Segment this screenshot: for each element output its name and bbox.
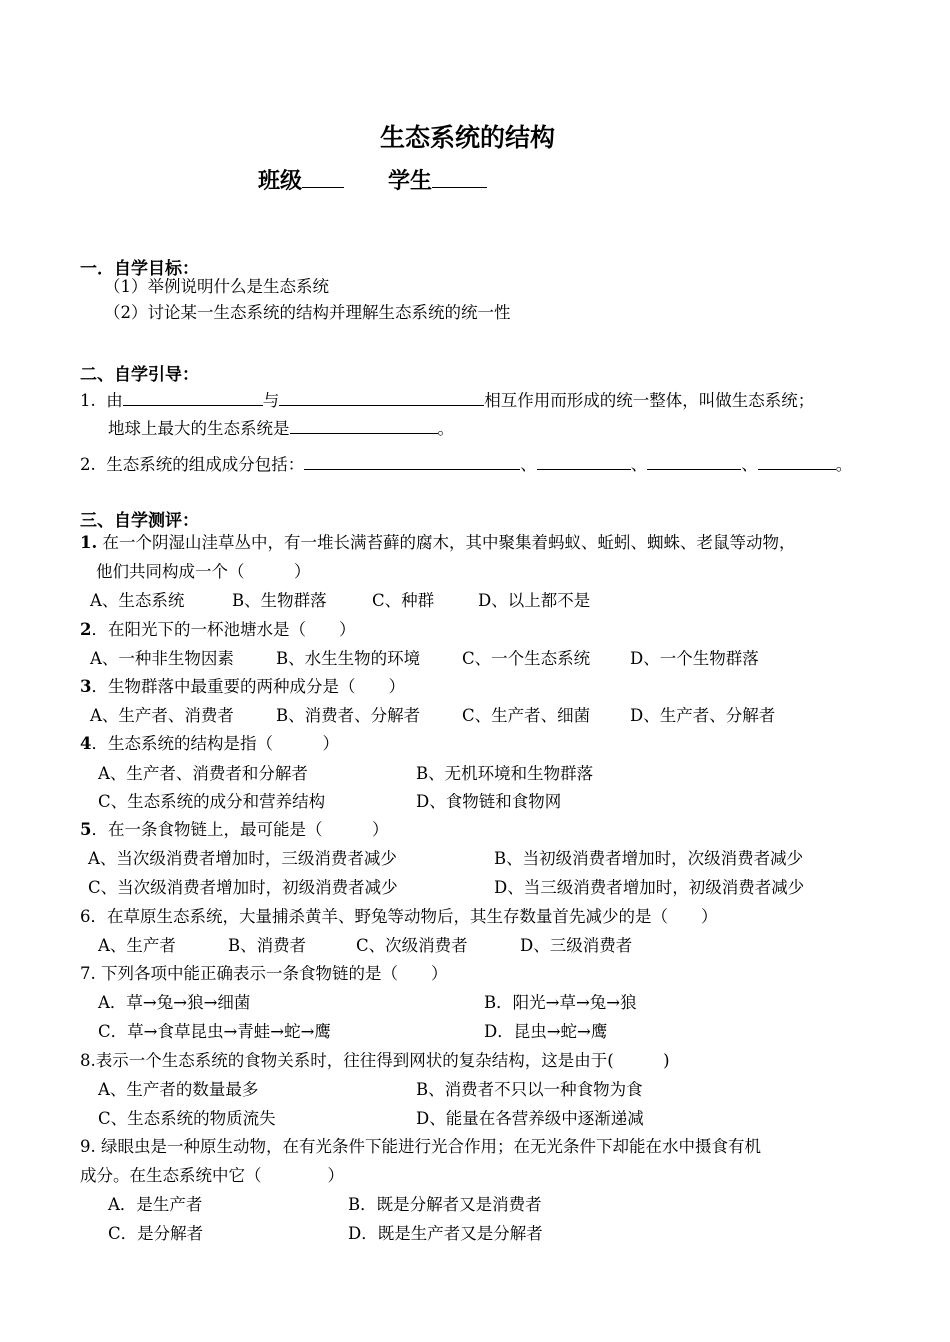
- option: A．是生产者: [108, 1195, 203, 1214]
- option: B．既是分解者又是消费者: [348, 1195, 542, 1214]
- option: D、生产者、分解者: [630, 706, 776, 725]
- quiz-q5: [80, 819, 388, 841]
- q-number: 1.: [80, 533, 98, 552]
- punct: 。: [437, 419, 454, 438]
- q-number: 2: [80, 620, 92, 639]
- option: A、生产者、消费者和分解者: [98, 764, 308, 783]
- option: D．既是生产者又是分解者: [348, 1224, 543, 1243]
- q-number: 3: [80, 677, 92, 696]
- option: D、三级消费者: [520, 936, 633, 955]
- option: D、能量在各营养级中逐渐递减: [416, 1109, 644, 1128]
- option: B、当初级消费者增加时，次级消费者减少: [494, 849, 804, 868]
- fill-blank: [290, 415, 438, 434]
- option: A、生产者: [98, 936, 176, 955]
- option: A、生产者、消费者: [90, 706, 234, 725]
- class-field: [258, 164, 344, 195]
- option: D．昆虫→蛇→鹰: [484, 1022, 608, 1041]
- fill-blank: [647, 451, 741, 470]
- option: C、生态系统的成分和营养结构: [98, 792, 326, 811]
- q-text: 他们共同构成一个（ ）: [96, 562, 311, 581]
- option: A、一种非生物因素: [90, 649, 234, 668]
- guide-q1-line2: [108, 415, 454, 440]
- option: B、水生生物的环境: [276, 649, 421, 668]
- option: B、无机环境和生物群落: [416, 764, 594, 783]
- option: C、次级消费者: [356, 936, 468, 955]
- quiz-q8: 8.表示一个生态系统的食物关系时，往往得到网状的复杂结构，这是由于( ): [80, 1051, 670, 1070]
- fill-blank: [304, 451, 520, 470]
- q-number: 5: [80, 820, 92, 839]
- q-text: ．在阳光下的一杯池塘水是（ ）: [91, 620, 356, 639]
- option: B、消费者: [228, 936, 307, 955]
- q-text: ．生物群落中最重要的两种成分是（ ）: [91, 677, 405, 696]
- option: A．草→兔→狼→细菌: [98, 993, 251, 1012]
- objective-item: （2）讨论某一生态系统的结构并理解生态系统的统一性: [104, 303, 511, 322]
- punct: 、: [520, 455, 537, 474]
- q-number: 1.: [80, 391, 96, 410]
- quiz-q4: [80, 733, 339, 755]
- fill-blank: [537, 451, 631, 470]
- fill-blank: [758, 451, 836, 470]
- class-label: 班级: [258, 169, 303, 194]
- option: C．草→食草昆虫→青蛙→蛇→鹰: [98, 1022, 331, 1041]
- option: C、生态系统的物质流失: [98, 1109, 276, 1128]
- section1-heading: 一．自学目标：: [80, 259, 199, 279]
- q-text: ．生态系统的结构是指（ ）: [91, 734, 339, 753]
- option: C．是分解者: [108, 1224, 204, 1243]
- student-field: [388, 164, 487, 195]
- section2-heading: 二、自学引导：: [80, 365, 199, 385]
- q-text: 成分。在生态系统中它（ ）: [80, 1166, 344, 1185]
- q-text: 相互作用而形成的统一整体，叫做生态系统；: [484, 391, 815, 410]
- q-text: 地球上最大的生态系统是: [108, 419, 290, 438]
- student-blank: [432, 169, 487, 188]
- option: A、当次级消费者增加时，三级消费者减少: [88, 849, 397, 868]
- option: D、一个生物群落: [630, 649, 759, 668]
- option: C、种群: [372, 591, 435, 610]
- punct: 、: [630, 455, 648, 474]
- option: D、以上都不是: [478, 591, 591, 610]
- punct: 、: [741, 455, 758, 474]
- q-number: 2.: [80, 455, 96, 474]
- guide-q2: [80, 451, 852, 476]
- quiz-q6: 6．在草原生态系统，大量捕杀黄羊、野兔等动物后，其生存数量首先减少的是（ ）: [80, 907, 718, 926]
- option: A、生产者的数量最多: [98, 1080, 259, 1099]
- option: B、消费者不只以一种食物为食: [416, 1080, 643, 1099]
- option: D、当三级消费者增加时，初级消费者减少: [494, 878, 805, 897]
- option: C、一个生态系统: [462, 649, 591, 668]
- option: C、当次级消费者增加时，初级消费者减少: [88, 878, 398, 897]
- option: A、生态系统: [90, 591, 185, 610]
- page-title: 生态系统的结构: [380, 123, 556, 152]
- quiz-q2: [80, 619, 355, 641]
- guide-q1: [80, 387, 814, 412]
- q-text: ．在一条食物链上，最可能是（ ）: [91, 820, 389, 839]
- punct: 。: [835, 455, 853, 474]
- q-text: 生态系统的组成成分包括：: [106, 455, 305, 474]
- q-text: 由: [106, 391, 123, 410]
- q-text: 与: [262, 391, 280, 410]
- fill-blank: [123, 387, 263, 406]
- quiz-q9: 9. 绿眼虫是一种原生动物，在有光条件下能进行光合作用；在无光条件下却能在水中摄食有机: [80, 1137, 761, 1156]
- fill-blank: [279, 387, 484, 406]
- q-number: 4: [80, 734, 92, 753]
- option: B、生物群落: [232, 591, 327, 610]
- option: D、食物链和食物网: [416, 792, 562, 811]
- objective-item: （1）举例说明什么是生态系统: [104, 277, 329, 296]
- student-label: 学生: [388, 169, 433, 194]
- quiz-q1: [80, 532, 795, 554]
- option: B．阳光→草→兔→狼: [484, 993, 637, 1012]
- option: B、消费者、分解者: [276, 706, 421, 725]
- option: C、生产者、细菌: [462, 706, 591, 725]
- quiz-q3: [80, 676, 405, 698]
- quiz-q7: 7. 下列各项中能正确表示一条食物链的是（ ）: [80, 964, 448, 983]
- section3-heading: 三、自学测评：: [80, 511, 199, 531]
- q-text: 在一个阴湿山洼草丛中，有一堆长满苔藓的腐木，其中聚集着蚂蚁、蚯蚓、蜘蛛、老鼠等动物，: [102, 533, 796, 552]
- class-blank: [302, 169, 344, 188]
